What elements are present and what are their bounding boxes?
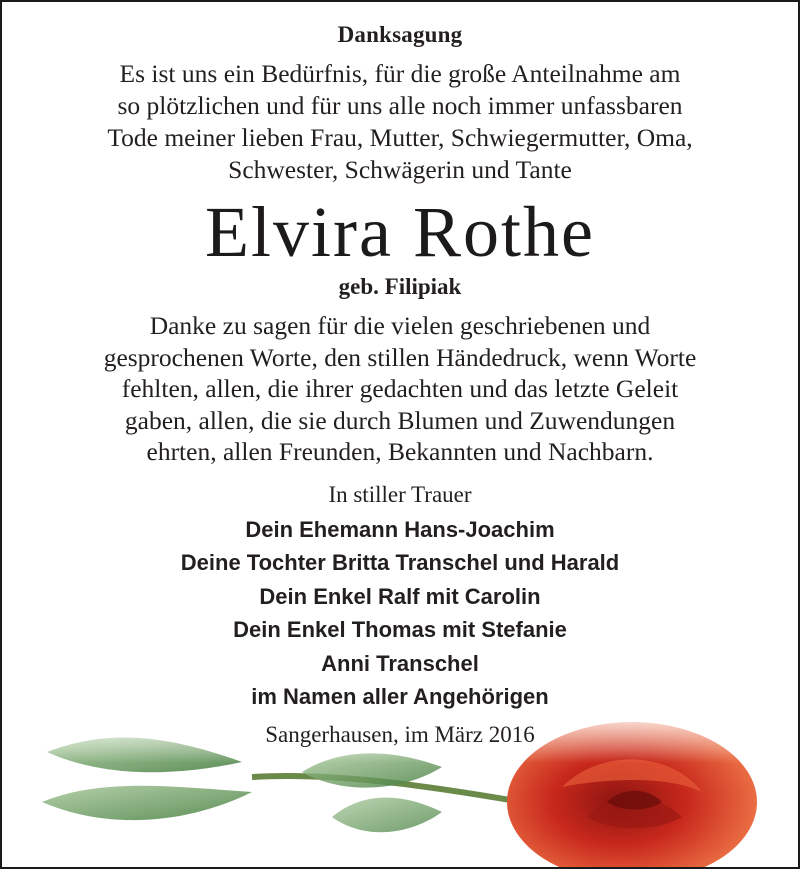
thanks-text (20, 310, 780, 468)
thanks-line: ehrten, allen Freunden, Bekannten und Nachbarn. (146, 437, 654, 466)
deceased-name: Elvira Rothe (205, 192, 595, 272)
heading: Danksagung (337, 22, 463, 47)
notice-content (2, 2, 798, 750)
place-date: Sangerhausen, im März 2016 (265, 721, 535, 747)
thanks-line: Danke zu sagen für die vielen geschriebenen und (149, 311, 651, 340)
mourning-phrase: In stiller Trauer (328, 481, 472, 507)
relative-entry: Dein Ehemann Hans-Joachim (245, 516, 555, 542)
thanks-line: gesprochenen Worte, den stillen Händedruck, wenn Worte (103, 342, 697, 372)
relative-entry: Deine Tochter Britta Transchel und Harald (180, 550, 620, 575)
thanks-line: fehlten, allen, die ihrer gedachten und das letzte Geleit (121, 374, 679, 403)
intro-line: so plötzlichen und für uns alle noch immer unfassbaren (117, 91, 683, 120)
intro-text (50, 58, 750, 186)
thanks-line: gaben, allen, die sie durch Blumen und Zuwendungen (124, 405, 676, 435)
intro-line: Schwester, Schwägerin und Tante (228, 155, 572, 184)
relative-entry: Dein Enkel Ralf mit Carolin (259, 583, 541, 609)
relative-entry: im Namen aller Angehörigen (251, 684, 549, 709)
intro-line: Es ist uns ein Bedürfnis, für die große Anteilnahme am (119, 59, 681, 88)
relative-entry: Dein Enkel Thomas mit Stefanie (233, 617, 567, 642)
maiden-name: geb. Filipiak (338, 274, 462, 299)
relative-entry: Anni Transchel (321, 650, 479, 676)
relatives-list (2, 513, 798, 714)
intro-line: Tode meiner lieben Frau, Mutter, Schwiegermutter, Oma, (107, 123, 693, 152)
